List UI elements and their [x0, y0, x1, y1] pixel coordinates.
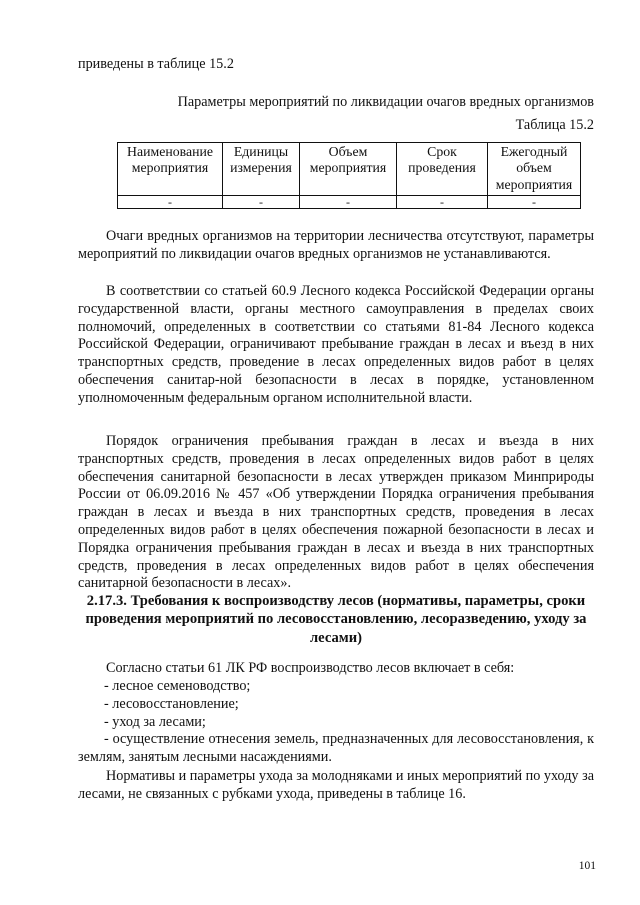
paragraph: Порядок ограничения пребывания граждан в лесах и въезда в них транспортных средств, проведения в лесах определенных видов работ в целях обеспечения санитарной безопасности в лесах утвержден приказом Минприроды России от 06.09.2016 № 457 «Об утверждении Порядка ограничения пребывания граждан в лесах и въезда в них транспортных средств, проведения в лесах определенных видов работ в целях обеспечения пожарной безопасности в лесах и Порядка ограничения пребывания граждан в лесах и въезда в них транспортных средств, проведения в лесах определенных видов работ в целях обеспечения санитарной безопасности в лесах».	[78, 433, 594, 592]
reproduction-list	[78, 678, 594, 767]
table-cell: -	[488, 196, 581, 209]
header-cell: Срок проведения	[397, 143, 488, 196]
parameters-table	[117, 142, 581, 209]
list-item: - лесное семеноводство;	[104, 678, 251, 694]
table-cell: -	[397, 196, 488, 209]
paragraph: В соответствии со статьей 60.9 Лесного кодекса Российской Федерации органы государственной власти, органы местного самоуправления в пределах своих полномочий, определенных в соответствии со статьями 81-84 Лесного кодекса Российской Федерации, ограничивают пребывание граждан в лесах и въезд в них транспортных средств, проведение в лесах определенных видов работ в целях обеспечения санитар-ной безопасности в лесах в порядке, установленном уполномоченным федеральным органом исполнительной власти.	[78, 283, 594, 406]
list-item: - уход за лесами;	[104, 713, 206, 730]
header-cell: Ежегодный объем мероприятия	[488, 143, 581, 196]
header-cell: Единицы измерения	[223, 143, 300, 196]
closing-paragraph: Нормативы и параметры ухода за молодняками и иных мероприятий по уходу за лесами, не связанных с рубками ухода, приведены в таблице 16.	[78, 768, 594, 802]
table-cell: -	[223, 196, 300, 209]
list-item: - лесовосстановление;	[104, 695, 239, 712]
paragraph: Очаги вредных организмов на территории лесничества отсутствуют, параметры мероприятий по ликвидации очагов вредных организмов не устанавливаются.	[78, 228, 594, 262]
list-item: - осуществление отнесения земель, предназначенных для лесовосстановления, к землям, занятым лесными насаждениями.	[78, 731, 594, 766]
header-cell: Объем мероприятия	[300, 143, 397, 196]
table-cell: -	[118, 196, 223, 209]
header-cell: Наименование мероприятия	[118, 143, 223, 196]
table-row	[118, 196, 581, 209]
table-cell: -	[300, 196, 397, 209]
table-number: Таблица 15.2	[515, 117, 594, 133]
reproduction-intro: Согласно статьи 61 ЛК РФ воспроизводство лесов включает в себя:	[106, 660, 515, 676]
table-header-row	[118, 143, 581, 196]
intro-line: приведены в таблице 15.2	[78, 56, 234, 72]
section-heading: 2.17.3. Требования к воспроизводству лесов (нормативы, параметры, сроки проведения мероприятий по лесовосстановлению, лесоразведению, уходу за лесами)	[85, 593, 587, 646]
table-caption: Параметры мероприятий по ликвидации очагов вредных организмов	[177, 94, 594, 110]
page-number: 101	[578, 860, 596, 872]
